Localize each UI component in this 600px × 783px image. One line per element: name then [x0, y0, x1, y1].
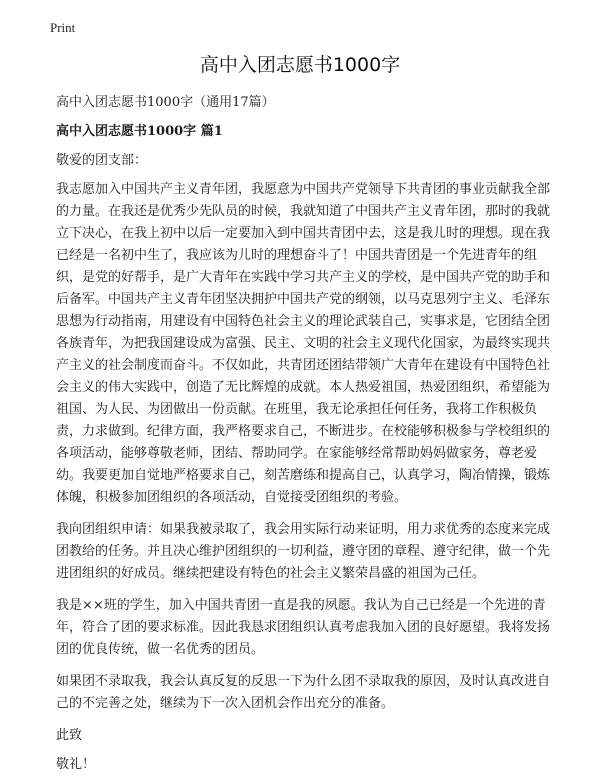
salutation: 敬爱的团支部： — [56, 153, 148, 168]
body-paragraph: 我向团组织申请：如果我被录取了，我会用实际行动来证明，用力求优秀的态度来完成团教给的任务。并且决心维护团组织的一切利益，遵守团的章程、遵守纪律，做一个先进团组织的好成员。继续把建设有特色的社会主义繁荣昌盛的祖国为己任。 — [56, 522, 551, 581]
subtitle: 高中入团志愿书1000字（通用17篇） — [56, 95, 275, 110]
page-title: 高中入团志愿书1000字 — [199, 54, 401, 76]
body-paragraph: 我志愿加入中国共产主义青年团，我愿意为中国共产党领导下共青团的事业贡献我全部的力量。在我还是优秀少先队员的时候，我就知道了中国共产主义青年团，那时的我就立下决心，在我上初中以后一定要加入到中国共青团中去，这是我儿时的理想。现在我已经是一名初中生了，我应该为儿时的理想奋斗了！中国共青团是一个先进青年的组织，是党的好帮手，是广大青年在实践中学习共产主义的学校，是中国共产党的助手和后备军。中国共产主义青年团坚决拥护中国共产党的纲领，以马克思列宁主义、毛泽东思想为行动指南，用建设有中国特色社会主义的理论武装自己，实事求是，它团结全团各族青年，为把我国建设成为富强、民主、文明的社会主义现代化国家，为最终实现共产主义的社会制度而奋斗。不仅如此，共青团还团结带领广大青年在建设有中国特色社会主义的伟大实践中，创造了无比辉煌的成就。本人热爱祖国，热爱团组织，希望能为祖国、为人民、为团做出一份贡献。在班里，我无论承担任何任务，我将工作积极负责，力求做到。纪律方面，我严格要求自己，不断进步。在校能够积极参与学校组织的各项活动，能够尊敬老师，团结、帮助同学。在家能够经常帮助妈妈做家务，尊老爱幼。我要更加自觉地严格要求自己，刻苦磨练和提高自己，认真学习，陶冶情操，锻炼体魄，积极参加团组织的各项活动，自觉接受团组织的考验。 — [56, 182, 551, 505]
closing-line: 此致 — [56, 728, 83, 743]
closing-salute: 敬礼！ — [56, 757, 96, 772]
body-paragraph: 我是××班的学生，加入中国共青团一直是我的夙愿。我认为自己已经是一个先进的青年，符合了团的要求标准。因此我恳求团组织认真考虑我加入团的良好愿望。我将发扬团的优良传统，做一名优秀的团员。 — [56, 598, 551, 657]
print-link[interactable]: Print — [50, 20, 76, 35]
document-body — [56, 92, 552, 783]
section-heading: 高中入团志愿书1000字 篇1 — [56, 124, 223, 139]
body-paragraph: 如果团不录取我，我会认真反复的反思一下为什么团不录取我的原因，及时认真改进自己的不完善之处，继续为下一次入团机会作出充分的准备。 — [56, 674, 551, 711]
